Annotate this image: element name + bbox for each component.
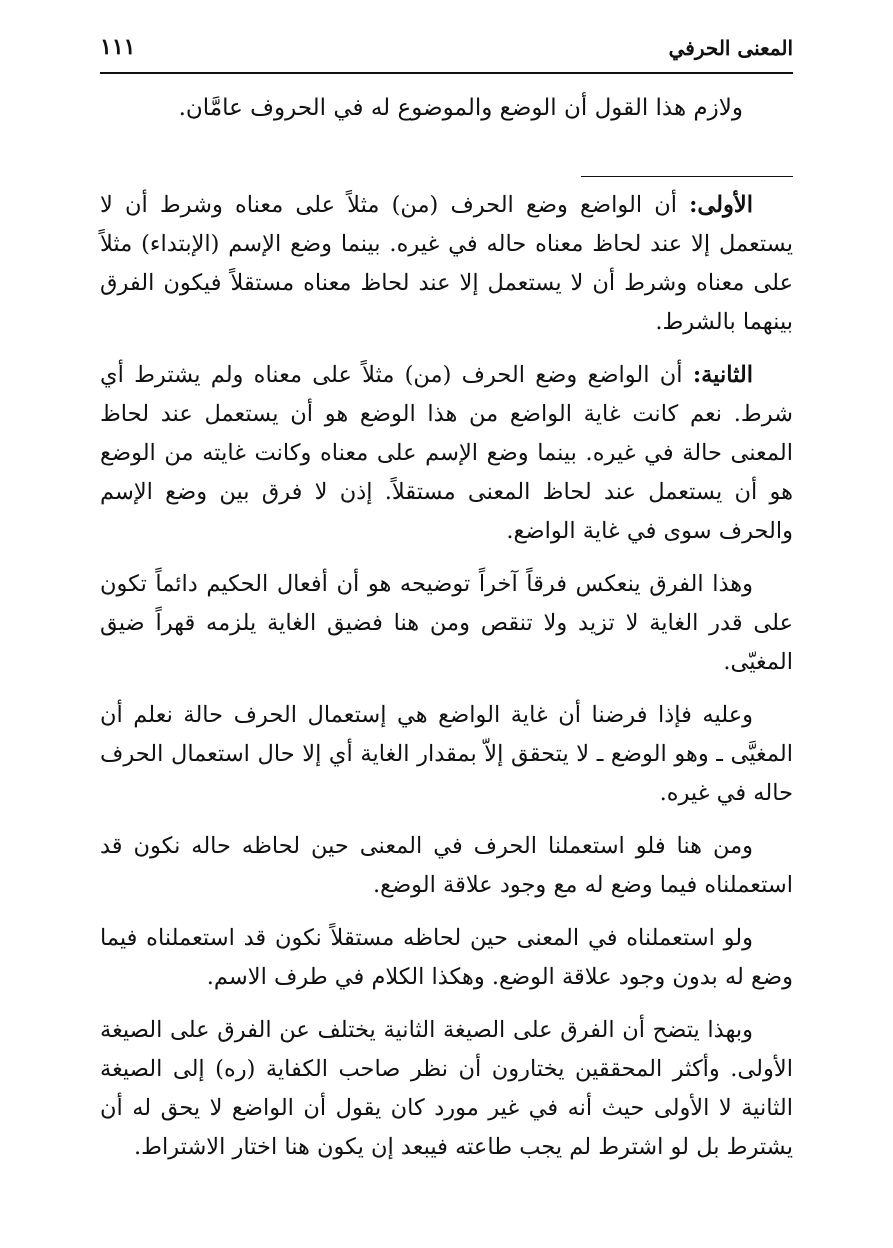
paragraph-lead: الثانية: — [692, 362, 753, 388]
opening-line: ولازم هذا القول أن الوضع والموضوع له في الحروف عامَّان. — [178, 95, 743, 121]
paragraph-text: وبهذا يتضح أن الفرق على الصيغة الثانية يختلف عن الفرق على الصيغة الأولى. وأكثر المحققين يختارون أن نظر صاحب الكفاية (ره) إلى الصيغة الثانية لا الأولى حيث أنه في غير مورد كان يقول أن الواضع لا يحق له أن يشترط بل لو اشترط لم يجب طاعته فيبعد إن يكون هنا اختار الاشتراط. — [100, 1017, 793, 1160]
paragraph — [100, 1011, 793, 1167]
paragraph — [100, 565, 793, 682]
paragraph-text: أن الواضع وضع الحرف (من) مثلاً على معناه ولم يشترط أي شرط. نعم كانت غاية الواضع من هذا الوضع هو أن يستعمل عند لحاظ المعنى حالة في غيره. بينما وضع الإسم على معناه وكانت غايته من الوضع هو أن يستعمل عند لحاظ المعنى مستقلاً. إذن لا فرق بين وضع الإسم والحرف سوى في غاية الواضع. — [100, 362, 793, 544]
paragraph-text: وعليه فإذا فرضنا أن غاية الواضع هي إستعمال الحرف حالة نعلم أن المغيَّى ـ وهو الوضع ـ لا يتحقق إلاّ بمقدار الغاية أي إلا حال استعمال الحرف حاله في غيره. — [100, 702, 793, 806]
page-header — [100, 30, 793, 70]
paragraph-lead: الأولى: — [689, 192, 753, 218]
paragraph — [100, 696, 793, 813]
page-number: ١١١ — [100, 34, 136, 60]
paragraph — [100, 919, 793, 997]
footnote-divider — [581, 176, 793, 177]
paragraph — [100, 356, 793, 551]
paragraph — [100, 186, 793, 342]
paragraph-text: ولو استعملناه في المعنى حين لحاظه مستقلاً نكون قد استعملناه فيما وضع له بدون وجود علاقة الوضع. وهكذا الكلام في طرف الاسم. — [100, 925, 793, 990]
header-divider — [100, 72, 793, 74]
paragraph-text: أن الواضع وضع الحرف (من) مثلاً على معناه وشرط أن لا يستعمل إلا عند لحاظ معناه حاله في غيره. بينما وضع الإسم (الإبتداء) مثلاً على معناه وشرط أن لا يستعمل إلا عند لحاظ معناه مستقلاً فيكون الفرق بينهما بالشرط. — [100, 192, 793, 335]
running-title: المعنى الحرفي — [668, 36, 793, 60]
paragraph — [100, 827, 793, 905]
body-text — [100, 186, 793, 1181]
paragraph-text: وهذا الفرق ينعكس فرقاً آخراً توضيحه هو أن أفعال الحكيم دائماً تكون على قدر الغاية لا تزيد ولا تنقص ومن هنا فضيق الغاية يلزمه قهراً ضيق المغيّى. — [100, 571, 793, 675]
paragraph-text: ومن هنا فلو استعملنا الحرف في المعنى حين لحاظه حاله نكون قد استعملناه فيما وضع له مع وجود علاقة الوضع. — [100, 833, 793, 898]
